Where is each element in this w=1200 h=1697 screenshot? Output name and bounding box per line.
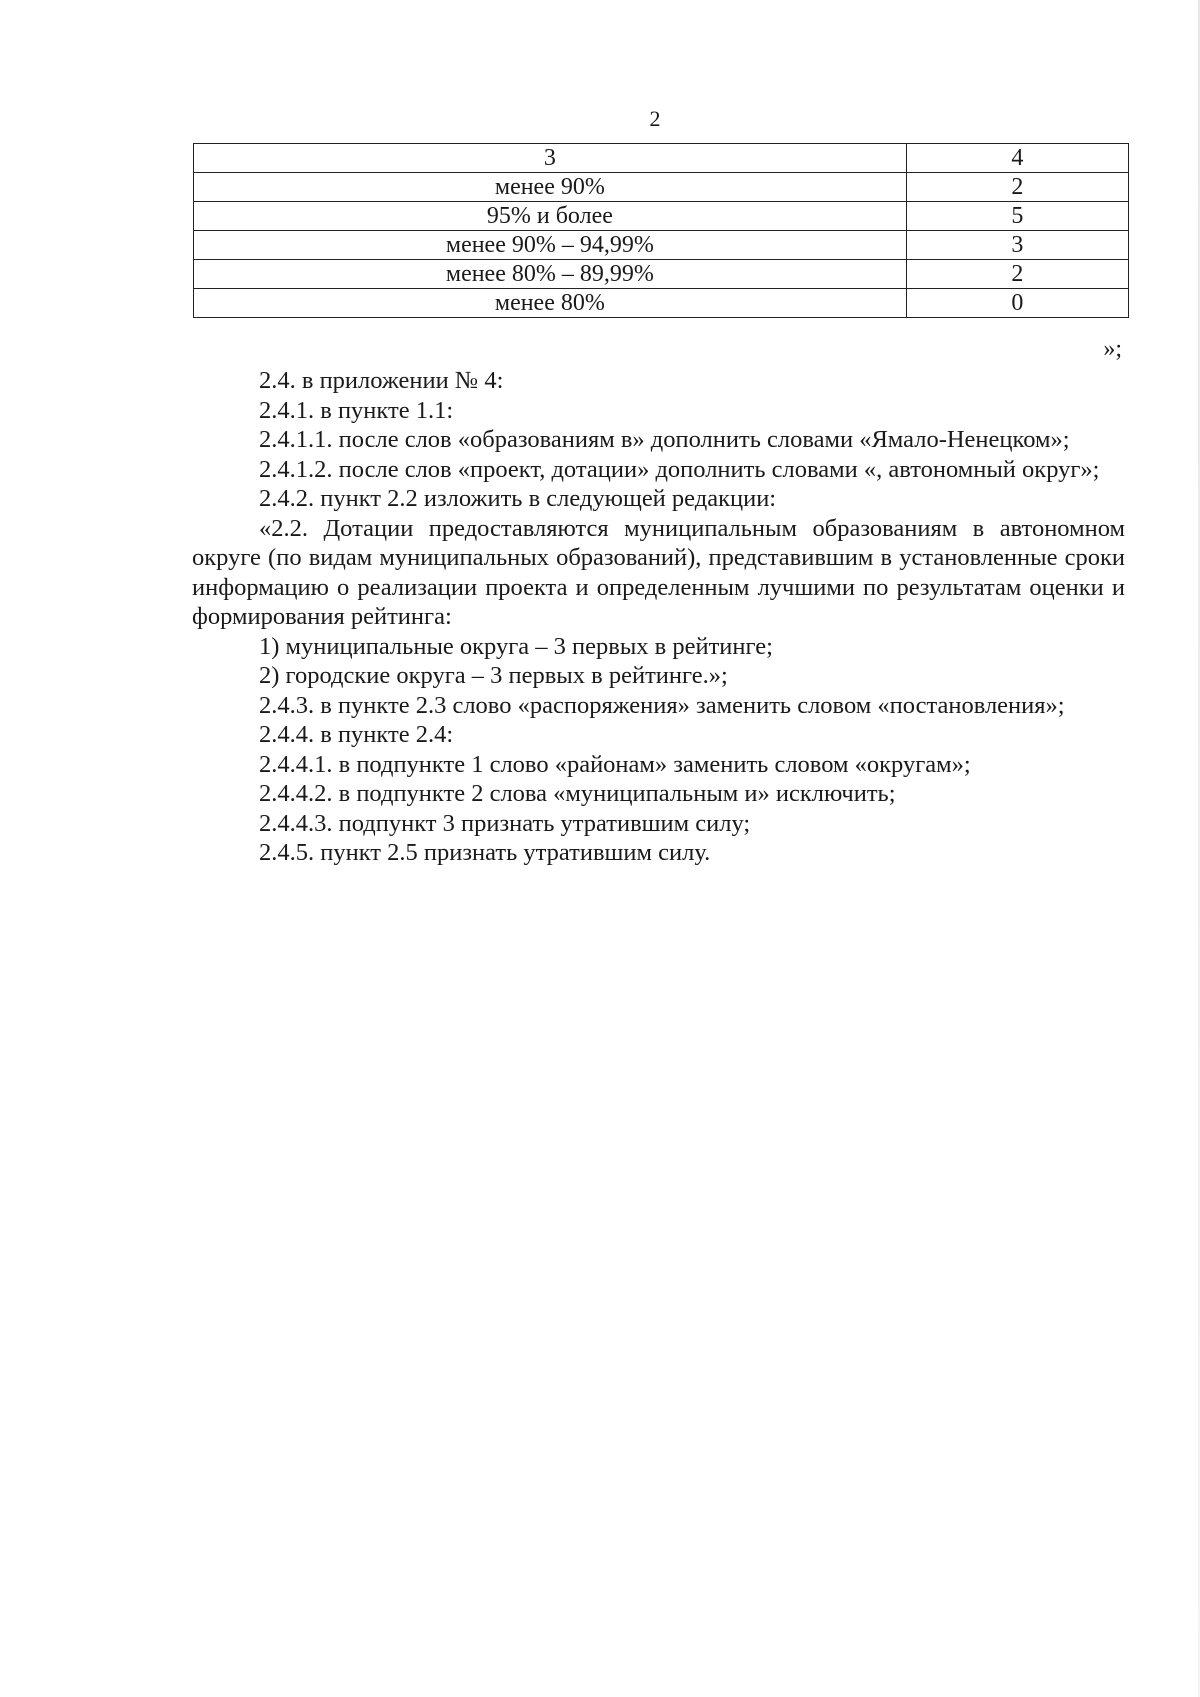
paragraph: 2.4.5. пункт 2.5 признать утратившим силу. <box>259 839 711 866</box>
table-cell-score: 3 <box>906 231 1128 260</box>
table-row <box>194 231 1129 260</box>
page-number-text: 2 <box>649 106 661 131</box>
document-body <box>192 366 1125 868</box>
table-header-col3: 3 <box>194 144 907 173</box>
table-cell-score: 0 <box>906 289 1128 318</box>
score-table <box>193 143 1129 318</box>
table-cell-criterion: 95% и более <box>194 202 907 231</box>
paragraph: 2.4.1.2. после слов «проект, дотации» дополнить словами «, автономный округ»; <box>259 455 1100 483</box>
table-row <box>194 260 1129 289</box>
table-cell-criterion: менее 90% <box>194 173 907 202</box>
table-cell-criterion: менее 80% <box>194 289 907 318</box>
table-header-row <box>194 144 1129 173</box>
table-cell-score: 5 <box>906 202 1128 231</box>
paragraph: 2.4.4.3. подпункт 3 признать утратившим силу; <box>259 809 751 837</box>
table-cell-score: 2 <box>906 173 1128 202</box>
paragraph: 2.4.4.2. в подпункте 2 слова «муниципальным и» исключить; <box>259 780 896 807</box>
table-row <box>194 202 1129 231</box>
page-number <box>0 106 1200 132</box>
paragraph: 2.4.4. в пункте 2.4: <box>259 721 454 748</box>
paragraph: 1) муниципальные округа – 3 первых в рейтинге; <box>259 632 773 660</box>
paragraph: «2.2. Дотации предоставляются муниципальным образованиям в автономном округе (по видам муниципальных образований), представившим в установленные сроки информацию о реализации проекта и определенным лучшими по результатам оценки и формирования рейтинга: <box>192 514 1125 630</box>
paragraph: 2.4.1. в пункте 1.1: <box>259 396 454 424</box>
paragraph: 2.4.3. в пункте 2.3 слово «распоряжения» заменить словом «постановления»; <box>259 691 1065 719</box>
table-row <box>194 173 1129 202</box>
table-cell-criterion: менее 80% – 89,99% <box>194 260 907 289</box>
table-cell-score: 2 <box>906 260 1128 289</box>
table-row <box>194 289 1129 318</box>
table-header-col4: 4 <box>906 144 1128 173</box>
paragraph: 2.4.1.1. после слов «образованиям в» дополнить словами «Ямало-Ненецком»; <box>259 426 1070 453</box>
paragraph: 2) городские округа – 3 первых в рейтинге.»; <box>259 662 728 689</box>
paragraph: 2.4. в приложении № 4: <box>259 367 504 394</box>
paragraph: 2.4.4.1. в подпункте 1 слово «районам» заменить словом «округам»; <box>259 750 971 778</box>
closing-quote: »; <box>1103 336 1122 362</box>
table-cell-criterion: менее 90% – 94,99% <box>194 231 907 260</box>
paragraph: 2.4.2. пункт 2.2 изложить в следующей редакции: <box>259 485 777 512</box>
